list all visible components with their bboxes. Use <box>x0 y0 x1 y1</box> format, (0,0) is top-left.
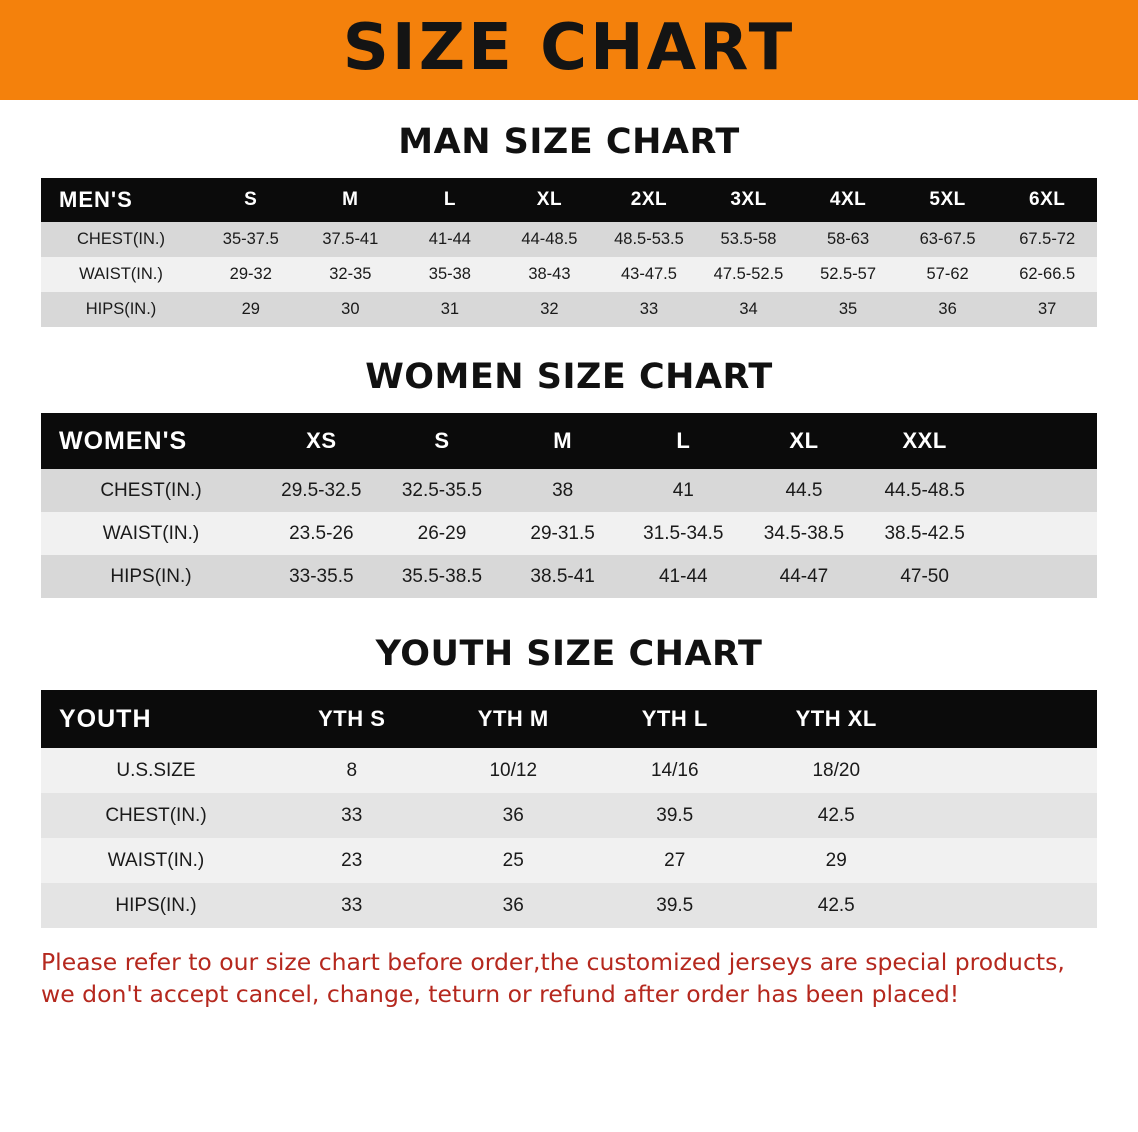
table-row <box>41 748 1097 793</box>
youth-cell-3-spacer <box>917 883 1097 928</box>
youth-cell-1-0: 33 <box>271 793 433 838</box>
youth-cell-0-3: 18/20 <box>756 748 918 793</box>
youth-cell-0-2: 14/16 <box>594 748 756 793</box>
women-cell-0-2: 38 <box>502 469 623 512</box>
youth-col-2: YTH L <box>594 690 756 748</box>
man-cell-2-4: 33 <box>599 292 699 327</box>
youth-section-title: YOUTH SIZE CHART <box>375 634 763 674</box>
women-cell-1-spacer <box>985 512 1097 555</box>
women-table-body <box>41 469 1097 598</box>
youth-row-2-label: WAIST(IN.) <box>41 838 271 883</box>
women-cell-2-2: 38.5-41 <box>502 555 623 598</box>
man-size-table <box>41 178 1097 327</box>
women-cell-2-3: 41-44 <box>623 555 744 598</box>
youth-row-3-label: HIPS(IN.) <box>41 883 271 928</box>
youth-row-1-label: CHEST(IN.) <box>41 793 271 838</box>
women-row-0-label: CHEST(IN.) <box>41 469 261 512</box>
table-row <box>41 793 1097 838</box>
youth-table-head <box>41 690 1097 748</box>
youth-cell-1-3: 42.5 <box>756 793 918 838</box>
youth-row-0-label: U.S.SIZE <box>41 748 271 793</box>
youth-cell-2-1: 25 <box>433 838 595 883</box>
women-row-2-label: HIPS(IN.) <box>41 555 261 598</box>
women-cell-1-1: 26-29 <box>382 512 503 555</box>
table-row <box>41 838 1097 883</box>
man-cell-0-8: 67.5-72 <box>997 222 1097 257</box>
man-cell-2-6: 35 <box>798 292 898 327</box>
man-cell-0-4: 48.5-53.5 <box>599 222 699 257</box>
youth-cell-0-spacer <box>917 748 1097 793</box>
women-cell-1-4: 34.5-38.5 <box>744 512 865 555</box>
youth-cell-2-2: 27 <box>594 838 756 883</box>
youth-cell-3-1: 36 <box>433 883 595 928</box>
man-col-6: 4XL <box>798 178 898 222</box>
disclaimer-note <box>41 946 1097 1011</box>
women-col-4: XL <box>744 413 865 469</box>
man-cell-1-1: 32-35 <box>301 257 401 292</box>
man-col-8: 6XL <box>997 178 1097 222</box>
youth-col-3: YTH XL <box>756 690 918 748</box>
man-cell-2-3: 32 <box>500 292 600 327</box>
disclaimer-line-1: Please refer to our size chart before order,the customized jerseys are special products, <box>41 948 1065 976</box>
man-cell-2-2: 31 <box>400 292 500 327</box>
table-row <box>41 469 1097 512</box>
women-col-5: XXL <box>864 413 985 469</box>
women-col-1: S <box>382 413 503 469</box>
women-col-spacer <box>985 413 1097 469</box>
youth-size-table <box>41 690 1097 928</box>
women-cell-0-4: 44.5 <box>744 469 865 512</box>
women-cell-1-3: 31.5-34.5 <box>623 512 744 555</box>
man-col-2: L <box>400 178 500 222</box>
youth-table-body <box>41 748 1097 928</box>
women-cell-2-spacer <box>985 555 1097 598</box>
table-row <box>41 222 1097 257</box>
youth-cell-3-3: 42.5 <box>756 883 918 928</box>
banner <box>0 0 1138 100</box>
women-col-2: M <box>502 413 623 469</box>
women-row-1-label: WAIST(IN.) <box>41 512 261 555</box>
women-cell-0-0: 29.5-32.5 <box>261 469 382 512</box>
man-cell-2-5: 34 <box>699 292 799 327</box>
man-row-2-label: HIPS(IN.) <box>41 292 201 327</box>
man-size-table-wrap <box>41 178 1097 327</box>
youth-cell-3-2: 39.5 <box>594 883 756 928</box>
man-cell-0-0: 35-37.5 <box>201 222 301 257</box>
women-cell-1-0: 23.5-26 <box>261 512 382 555</box>
man-cell-0-5: 53.5-58 <box>699 222 799 257</box>
man-cell-1-2: 35-38 <box>400 257 500 292</box>
man-corner-label: MEN'S <box>41 178 201 222</box>
man-row-0-label: CHEST(IN.) <box>41 222 201 257</box>
women-cell-0-1: 32.5-35.5 <box>382 469 503 512</box>
women-size-table-wrap <box>41 413 1097 598</box>
man-cell-0-1: 37.5-41 <box>301 222 401 257</box>
man-col-5: 3XL <box>699 178 799 222</box>
women-corner-label: WOMEN'S <box>41 413 261 469</box>
man-cell-1-6: 52.5-57 <box>798 257 898 292</box>
man-cell-2-7: 36 <box>898 292 998 327</box>
man-cell-1-4: 43-47.5 <box>599 257 699 292</box>
table-row <box>41 512 1097 555</box>
youth-col-0: YTH S <box>271 690 433 748</box>
women-col-3: L <box>623 413 744 469</box>
table-row <box>41 292 1097 327</box>
women-cell-1-2: 29-31.5 <box>502 512 623 555</box>
table-row <box>41 257 1097 292</box>
man-cell-1-5: 47.5-52.5 <box>699 257 799 292</box>
women-table-head <box>41 413 1097 469</box>
women-cell-2-1: 35.5-38.5 <box>382 555 503 598</box>
youth-cell-1-1: 36 <box>433 793 595 838</box>
youth-cell-3-0: 33 <box>271 883 433 928</box>
man-cell-2-8: 37 <box>997 292 1097 327</box>
youth-cell-1-2: 39.5 <box>594 793 756 838</box>
women-cell-0-5: 44.5-48.5 <box>864 469 985 512</box>
man-col-1: M <box>301 178 401 222</box>
women-col-0: XS <box>261 413 382 469</box>
women-size-table <box>41 413 1097 598</box>
table-row <box>41 883 1097 928</box>
women-section-title: WOMEN SIZE CHART <box>365 357 773 397</box>
man-row-1-label: WAIST(IN.) <box>41 257 201 292</box>
man-cell-2-1: 30 <box>301 292 401 327</box>
man-cell-1-3: 38-43 <box>500 257 600 292</box>
man-cell-0-7: 63-67.5 <box>898 222 998 257</box>
youth-size-table-wrap <box>41 690 1097 928</box>
youth-cell-0-0: 8 <box>271 748 433 793</box>
man-cell-0-6: 58-63 <box>798 222 898 257</box>
man-cell-1-0: 29-32 <box>201 257 301 292</box>
man-cell-1-8: 62-66.5 <box>997 257 1097 292</box>
man-col-3: XL <box>500 178 600 222</box>
youth-cell-2-spacer <box>917 838 1097 883</box>
page-title: SIZE CHART <box>342 11 796 85</box>
women-cell-0-3: 41 <box>623 469 744 512</box>
table-header-row <box>41 178 1097 222</box>
man-table-head <box>41 178 1097 222</box>
youth-cell-0-1: 10/12 <box>433 748 595 793</box>
man-cell-0-2: 41-44 <box>400 222 500 257</box>
youth-cell-2-3: 29 <box>756 838 918 883</box>
disclaimer-line-2: we don't accept cancel, change, teturn or refund after order has been placed! <box>41 980 960 1009</box>
man-cell-2-0: 29 <box>201 292 301 327</box>
man-cell-0-3: 44-48.5 <box>500 222 600 257</box>
women-cell-2-5: 47-50 <box>864 555 985 598</box>
man-col-0: S <box>201 178 301 222</box>
youth-cell-2-0: 23 <box>271 838 433 883</box>
man-cell-1-7: 57-62 <box>898 257 998 292</box>
youth-col-spacer <box>917 690 1097 748</box>
table-header-row <box>41 413 1097 469</box>
youth-col-1: YTH M <box>433 690 595 748</box>
man-col-7: 5XL <box>898 178 998 222</box>
table-header-row <box>41 690 1097 748</box>
women-cell-1-5: 38.5-42.5 <box>864 512 985 555</box>
youth-cell-1-spacer <box>917 793 1097 838</box>
table-row <box>41 555 1097 598</box>
women-cell-0-spacer <box>985 469 1097 512</box>
man-table-body <box>41 222 1097 327</box>
women-cell-2-4: 44-47 <box>744 555 865 598</box>
man-col-4: 2XL <box>599 178 699 222</box>
youth-corner-label: YOUTH <box>41 690 271 748</box>
women-cell-2-0: 33-35.5 <box>261 555 382 598</box>
man-section-title: MAN SIZE CHART <box>398 122 740 162</box>
